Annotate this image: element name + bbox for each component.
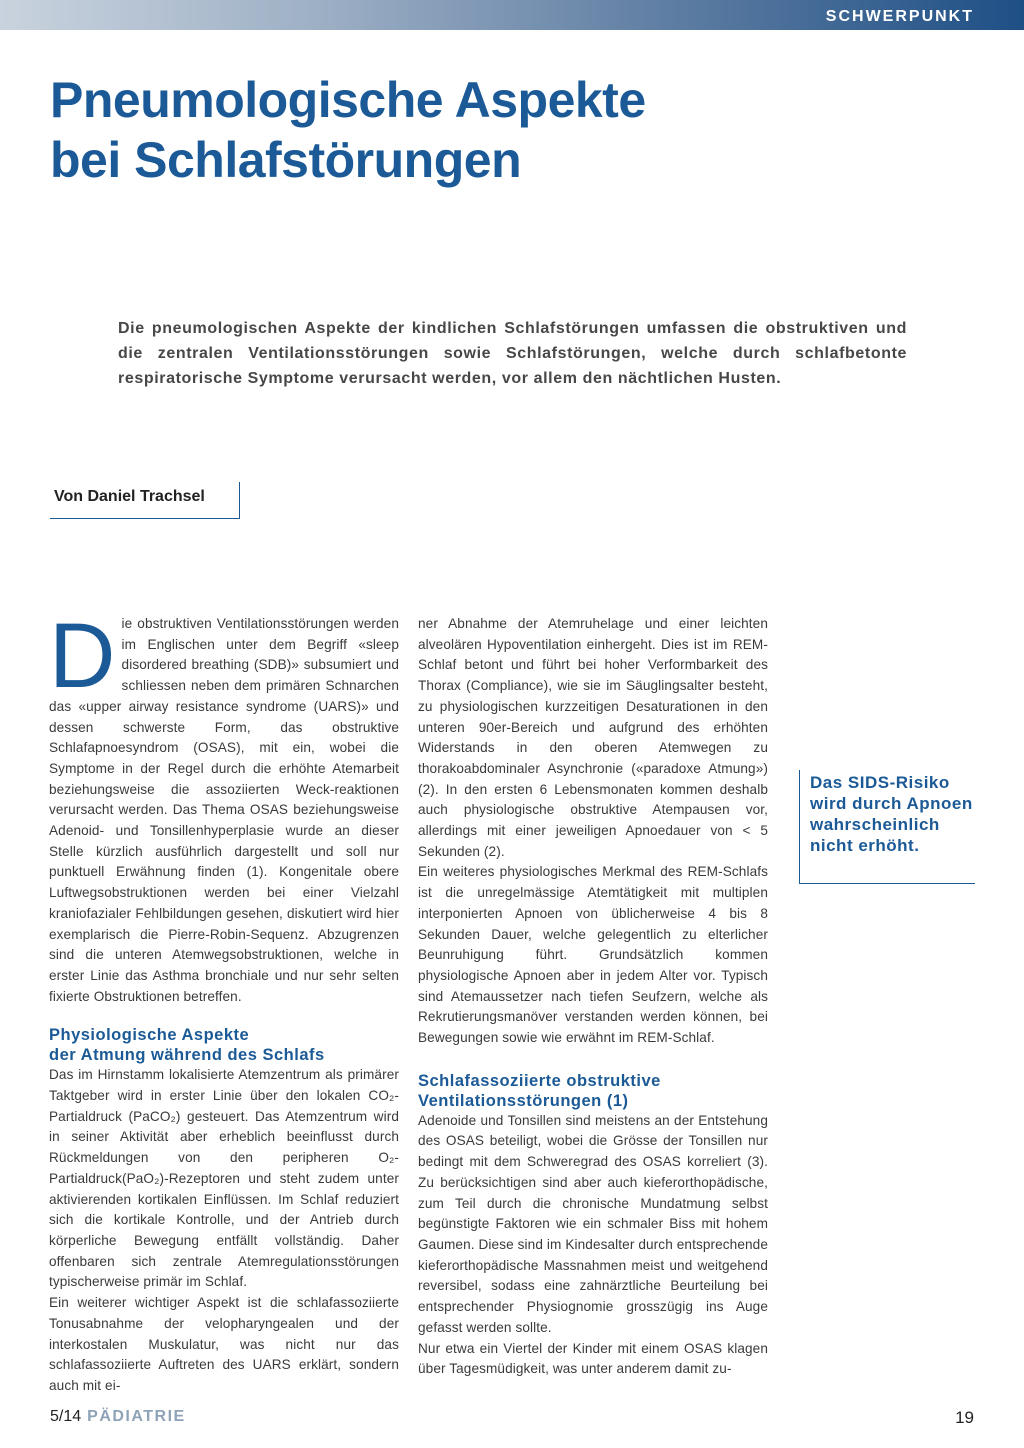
subheading-physiology [49, 1025, 399, 1065]
body-paragraph: Adenoide und Tonsillen sind meistens an der Entstehung des OSAS beteiligt, wobei die Grösse der Tonsillen nur bedingt mit dem Schweregrad des OSAS korreliert (3). Zu berücksichtigen sind aber auch kieferorthopädische, zum Teil durch die chronische Mundatmung selbst begünstigte Faktoren wie ein schmaler Biss mit hohem Gaumen. Diese sind im Kindesalter durch entsprechende kieferorthopädische Massnahmen meist und weitgehend reversibel, sodass eine zahnärztliche Beurteilung bei entsprechender Physiognomie grosszügig ins Auge gefasst werden sollte. [418, 1112, 768, 1335]
page-number: 19 [955, 1408, 974, 1427]
intro-text: ie obstruktiven Ventilationsstörungen werden im Englischen unter dem Begriff «sleep disordered breathing (SDB)» subsumiert und schliessen neben dem primären Schnarchen das «upper airway resistance syndrome (UARS)» und dessen schwerste Form, das obstruktive Schlafapnoesyndrom (OSAS), mit ein, wobei die Symptome in der Regel durch die erhöhte Atemarbeit beziehungsweise die assoziierten Weck-reaktionen verursacht werden. Das Thema OSAS beziehungsweise Adenoid- und Tonsillenhyperplasie wurde an dieser Stelle kürzlich ausführlich dargestellt und soll nur punktuell Erwähnung finden (1). Kongenitale obere Luftwegsobstruktionen werden bei einer Vielzahl kraniofazialer Fehlbildungen gesehen, diskutiert wird hier exemplarisch die Pierre-Robin-Sequenz. Abzugrenzen sind die unteren Atemwegsobstruktionen, welche in erster Linie das Asthma bronchiale und nur sehr selten fixierte Obstruktionen betreffen. [49, 616, 399, 1004]
magazine-name: PÄDIATRIE [87, 1408, 186, 1425]
author-name: Von Daniel Trachsel [54, 488, 205, 505]
pull-quote-text: Das SIDS-Risiko wird durch Apnoen wahrscheinlich nicht erhöht. [810, 773, 973, 855]
subheading-obstructive-line-2: Ventilationsstörungen (1) [418, 1091, 629, 1110]
body-paragraph: ner Abnahme der Atemruhelage und einer leichten alveolären Hypoventilation einhergeht. Dies ist im REM-Schlaf betont und führt bei hoher Verformbarkeit des Thorax (Compliance), wie sie im Säuglingsalter besteht, zu physiologischen kurzzeitigen Desaturationen in den unteren 90er-Bereich und aufgrund des erhöhten Widerstands in den oberen Atemwegen zu thorakoabdominaler Asynchronie («paradoxe Atmung») (2). In den ersten 6 Lebensmonaten kommen deshalb auch physiologische obstruktive Atempausen vor, allerdings mit einer jeweiligen Apnoedauer von < 5 Sekunden (2). [418, 616, 768, 859]
intro-paragraph [49, 605, 399, 1007]
body-paragraph: Das im Hirnstamm lokalisierte Atemzentrum als primärer Taktgeber wird in erster Linie über den lokalen CO₂-Partialdruck (PaCO₂) gesteuert. Das Atemzentrum wird in seiner Aktivität aber erheblich beeinflusst durch Rückmeldungen von den peripheren O₂-Partialdruck(PaO₂)-Rezeptoren und steht zudem unter aktivierenden kortikalen Einflüssen. Im Schlaf reduziert sich die kortikale Kontrolle, und der Antrieb durch körperliche Bewegung entfällt vollständig. Daher offenbaren sich zentrale Atemregulationsstörungen typischerweise primär im Schlaf. [49, 1067, 399, 1290]
section-label: SCHWERPUNKT [825, 8, 974, 25]
pull-quote [799, 770, 975, 884]
lead-paragraph: Die pneumologischen Aspekte der kindlichen Schlafstörungen umfassen die obstruktiven und die zentralen Ventilationsstörungen sowie Schlafstörungen, welche durch schlafbetonte respiratorische Symptome verursacht werden, vor allem den nächtlichen Husten. [118, 320, 907, 387]
subheading-physiology-line-2: der Atmung während des Schlafs [49, 1046, 325, 1065]
body-paragraph: Ein weiterer wichtiger Aspekt ist die schlafassoziierte Tonusabnahme der velopharyngealen und der interkostalen Muskulatur, was nicht nur das schlafassoziierte Auftreten des UARS erklärt, sondern auch mit ei- [49, 1295, 399, 1393]
footer-issue [50, 1408, 186, 1426]
subheading-obstructive [418, 1071, 768, 1111]
subheading-physiology-line-1: Physiologische Aspekte [49, 1026, 250, 1045]
subheading-obstructive-line-1: Schlafassoziierte obstruktive [418, 1071, 661, 1090]
page-title [50, 70, 950, 190]
body-paragraph: Ein weiteres physiologisches Merkmal des REM-Schlafs ist die unregelmässige Atemtätigkeit mit multiplen interponierten Apnoen von üblicherweise 4 bis 8 Sekunden Dauer, welche gelegentlich zu elterlicher Beunruhigung führt. Grundsätzlich kommen physiologische Apnoen aber in jedem Alter vor. Typisch sind Atemaussetzer nach tiefen Seufzern, welche als Rekrutierungsmanöver verstanden werden können, bei Bewegungen sowie wie erwähnt im REM-Schlaf. [418, 864, 768, 1046]
column-middle [418, 614, 768, 1380]
title-line-1: Pneumologische Aspekte [50, 72, 646, 128]
drop-cap: D [49, 605, 116, 707]
header-band [0, 0, 1024, 30]
body-paragraph: Nur etwa ein Viertel der Kinder mit einem OSAS klagen über Tagesmüdigkeit, was unter anderem damit zu- [418, 1340, 768, 1377]
author-box [50, 482, 240, 519]
column-left [49, 605, 399, 1397]
title-line-2: bei Schlafstörungen [50, 132, 522, 188]
issue-number: 5/14 [50, 1408, 82, 1425]
